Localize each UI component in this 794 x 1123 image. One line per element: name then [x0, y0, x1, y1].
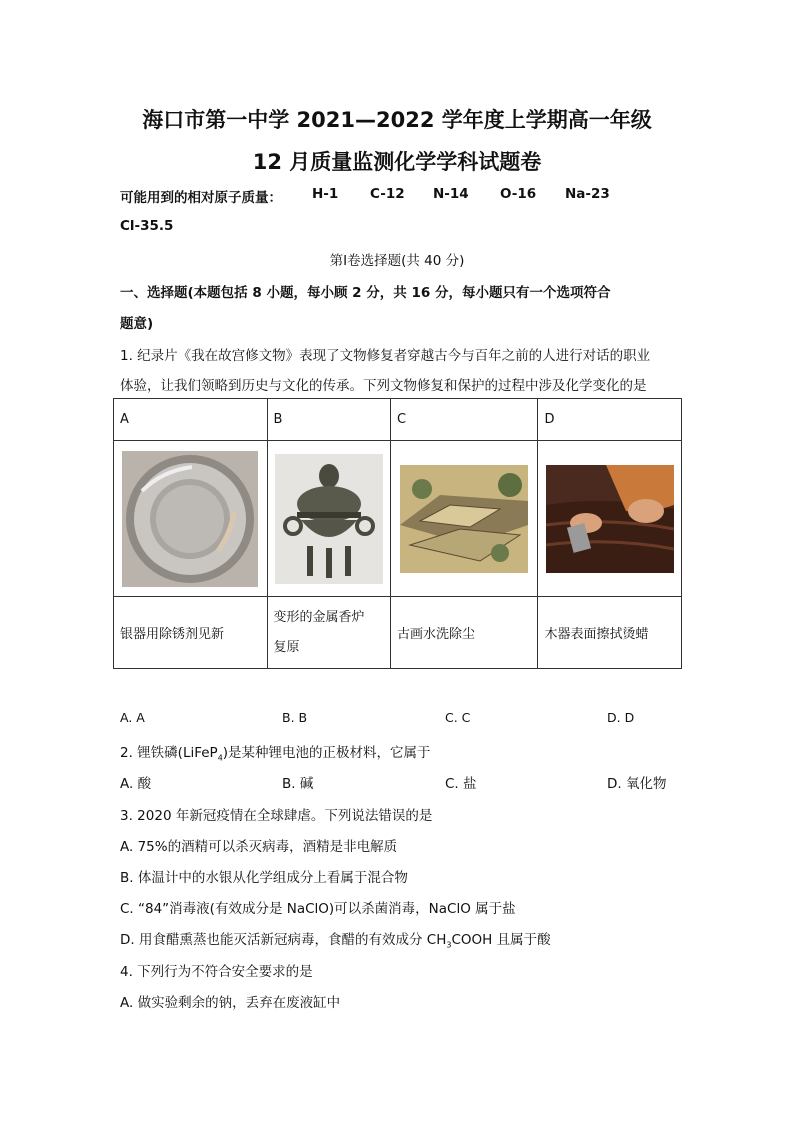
table-header-d: D [538, 399, 682, 441]
caption-b [267, 597, 390, 669]
q3-option-d-subscript: 3 [446, 940, 452, 950]
q3-option-d-pre: D. 用食醋熏蒸也能灭活新冠病毒，食醋的有效成分 CH [120, 932, 447, 948]
caption-c: 古画水洗除尘 [390, 597, 538, 669]
image-cell-d [538, 441, 682, 597]
q3-option-d-post: COOH 且属于酸 [451, 932, 551, 948]
q4-option-a[interactable]: A. 做实验剩余的钠，丢弃在废液缸中 [120, 995, 341, 1011]
q3-option-b[interactable]: B. 体温计中的水银从化学组成分上看属于混合物 [120, 870, 408, 886]
q3-option-c[interactable]: C. “84”消毒液(有效成分是 NaClO)可以杀菌消毒，NaClO 属于盐 [120, 901, 516, 917]
q1-stem-line1: 1. 纪录片《我在故宫修文物》表现了文物修复者穿越古今与百年之前的人进行对话的职业 [120, 348, 651, 364]
caption-b-line2: 复原 [273, 639, 300, 655]
q1-option-d[interactable]: D. D [607, 710, 635, 725]
table-header-c: C [390, 399, 538, 441]
incense-burner-image [275, 454, 383, 584]
q2-stem [120, 741, 431, 763]
q1-options-table [113, 398, 682, 669]
atomic-mass-label: 可能用到的相对原子质量： [120, 190, 282, 206]
q2-option-b[interactable]: B. 碱 [282, 776, 314, 792]
caption-a: 银器用除锈剂见新 [114, 597, 268, 669]
wood-waxing-image [546, 465, 674, 573]
q1-stem-line2: 体验，让我们领略到历史与文化的传承。下列文物修复和保护的过程中涉及化学变化的是 [120, 378, 647, 394]
image-cell-c [390, 441, 538, 597]
q3-option-a[interactable]: A. 75%的酒精可以杀灭病毒，酒精是非电解质 [120, 839, 398, 855]
table-header-b: B [267, 399, 390, 441]
caption-d: 木器表面擦拭烫蜡 [538, 597, 682, 669]
part-instructions-line1: 一、选择题(本题包括 8 小题，每小顾 2 分，共 16 分，每小题只有一个选项符合 [120, 285, 611, 301]
q1-option-b[interactable]: B. B [282, 710, 308, 725]
q2-stem-pre: 2. 锂铁磷(LiFeP [120, 745, 218, 761]
q2-option-a[interactable]: A. 酸 [120, 776, 152, 792]
q2-stem-subscript: 4 [217, 753, 223, 763]
atomic-mass-cl: Cl-35.5 [120, 218, 174, 234]
ancient-painting-image [400, 465, 528, 573]
exam-title-line1: 海口市第一中学 2021—2022 学年度上学期高一年级 [142, 108, 652, 132]
q1-option-a[interactable]: A. A [120, 710, 145, 725]
q4-stem: 4. 下列行为不符合安全要求的是 [120, 964, 313, 980]
atomic-mass-n: N-14 [433, 186, 469, 202]
q2-stem-post: )是某种锂电池的正极材料，它属于 [222, 745, 431, 761]
q2-option-c[interactable]: C. 盐 [445, 776, 477, 792]
q3-option-d[interactable] [120, 928, 551, 950]
q2-option-d[interactable]: D. 氧化物 [607, 776, 667, 792]
section-title: 第Ⅰ卷选择题(共 40 分) [329, 253, 465, 269]
q3-stem: 3. 2020 年新冠疫情在全球肆虐。下列说法错误的是 [120, 808, 433, 824]
caption-b-line1: 变形的金属香炉 [273, 609, 365, 625]
part-instructions-line2: 题意) [120, 316, 154, 332]
image-cell-b [267, 441, 390, 597]
image-cell-a [114, 441, 268, 597]
atomic-mass-na: Na-23 [565, 186, 610, 202]
q1-option-c[interactable]: C. C [445, 710, 471, 725]
table-header-a: A [114, 399, 268, 441]
atomic-mass-c: C-12 [370, 186, 405, 202]
atomic-mass-h: H-1 [312, 186, 339, 202]
exam-title-line2: 12 月质量监测化学学科试题卷 [252, 150, 542, 174]
atomic-mass-o: O-16 [500, 186, 537, 202]
silver-bowl-image [122, 451, 258, 587]
